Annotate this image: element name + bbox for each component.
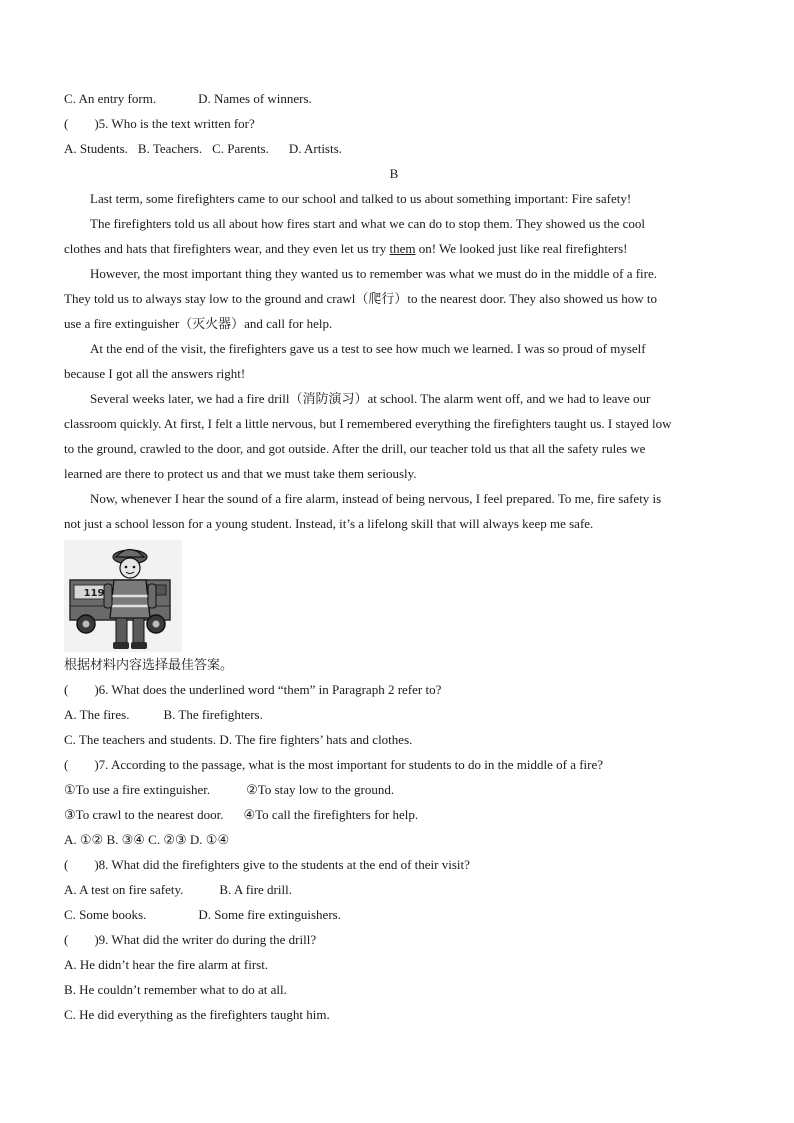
q7-statement-3: ③To crawl to the nearest door. — [64, 807, 224, 822]
q8-question: ( )8. What did the firefighters give to the students at the end of their visit? — [64, 857, 470, 872]
q5-options-row — [64, 136, 724, 161]
passage-paragraph-3-line-1: However, the most important thing they wanted us to remember was what we must do in the middle of a fire. — [90, 266, 658, 281]
worksheet-page — [64, 86, 724, 1027]
q6-question: ( )6. What does the underlined word “them” in Paragraph 2 refer to? — [64, 682, 442, 697]
passage-paragraph-5-line-2: classroom quickly. At first, I felt a little nervous, but I remembered everything the firefighters taught us. I stayed low — [64, 416, 672, 431]
passage-paragraph-5-line-1: Several weeks later, we had a fire drill（消防演习）at school. The alarm went off, and we had to leave our — [90, 391, 651, 406]
passage-paragraph-6-line-2: not just a school lesson for a young student. Instead, it’s a lifelong skill that will always keep me safe. — [64, 516, 594, 531]
q9-option-a: A. He didn’t hear the fire alarm at first. — [64, 957, 269, 972]
passage-paragraph-4-line-2: because I got all the answers right! — [64, 366, 246, 381]
q8-option-b: B. A fire drill. — [219, 882, 292, 897]
q7-options: A. ①② B. ③④ C. ②③ D. ①④ — [64, 832, 230, 847]
passage-paragraph-1: Last term, some firefighters came to our school and talked to us about something important: Fire safety! — [90, 191, 632, 206]
q5-option-c: C. Parents. — [212, 141, 269, 156]
passage-text: on! We looked just like real firefighters! — [415, 241, 628, 256]
passage-paragraph-3-line-2: They told us to always stay low to the ground and crawl（爬行）to the nearest door. They also showed us how to — [64, 291, 657, 306]
q7-statement-2: ②To stay low to the ground. — [246, 782, 395, 797]
q5-option-d: D. Artists. — [288, 141, 342, 156]
q8-options-ab — [64, 877, 724, 902]
q4-option-c: C. An entry form. — [64, 91, 157, 106]
passage-paragraph-6-line-1: Now, whenever I hear the sound of a fire alarm, instead of being nervous, I feel prepared. To me, fire safety is — [90, 491, 662, 506]
q7-statement-4: ④To call the firefighters for help. — [243, 807, 419, 822]
underlined-word-them: them — [389, 241, 416, 256]
q5-option-a: A. Students. — [64, 141, 128, 156]
q8-option-c: C. Some books. — [64, 907, 147, 922]
section-label: B — [389, 166, 399, 181]
passage-paragraph-3-line-3: use a fire extinguisher（灭火器）and call for help. — [64, 316, 333, 331]
q6-options-cd — [64, 727, 724, 752]
q8-options-cd — [64, 902, 724, 927]
q6-option-d: D. The fire fighters’ hats and clothes. — [219, 732, 413, 747]
q4-option-d: D. Names of winners. — [198, 91, 312, 106]
q9-option-c: C. He did everything as the firefighters taught him. — [64, 1007, 330, 1022]
passage-paragraph-5-line-3: to the ground, crawled to the door, and got outside. After the drill, our teacher told us that all the safety rules we — [64, 441, 646, 456]
q8-option-a: A. A test on fire safety. — [64, 882, 184, 897]
q7-statements-12 — [64, 777, 724, 802]
passage-paragraph-2-line-2 — [64, 236, 724, 261]
passage-paragraph-2-line-1: The firefighters told us all about how fires start and what we can do to stop them. They showed us the cool — [90, 216, 646, 231]
truck-label: 119 — [83, 588, 105, 599]
q9-question: ( )9. What did the writer do during the drill? — [64, 932, 317, 947]
q7-statement-1: ①To use a fire extinguisher. — [64, 782, 211, 797]
q6-option-c: C. The teachers and students. — [64, 732, 217, 747]
passage-text: clothes and hats that firefighters wear, and they even let us try — [64, 241, 390, 256]
instruction-text: 根据材料内容选择最佳答案。 — [64, 657, 234, 672]
q7-statements-34 — [64, 802, 724, 827]
passage-paragraph-5-line-4: learned are there to protect us and that we must take them seriously. — [64, 466, 417, 481]
passage-paragraph-4-line-1: At the end of the visit, the firefighters gave us a test to see how much we learned. I was so proud of myself — [90, 341, 646, 356]
q9-option-b: B. He couldn’t remember what to do at all. — [64, 982, 287, 997]
q5-option-b: B. Teachers. — [137, 141, 203, 156]
q6-option-a: A. The fires. — [64, 707, 130, 722]
q6-options-ab — [64, 702, 724, 727]
q7-question: ( )7. According to the passage, what is the most important for students to do in the middle of a fire? — [64, 757, 604, 772]
firefighter-illustration — [64, 540, 182, 652]
q6-option-b: B. The firefighters. — [163, 707, 263, 722]
q4-options-row — [64, 86, 724, 111]
q8-option-d: D. Some fire extinguishers. — [198, 907, 341, 922]
q5-question: ( )5. Who is the text written for? — [64, 116, 255, 131]
